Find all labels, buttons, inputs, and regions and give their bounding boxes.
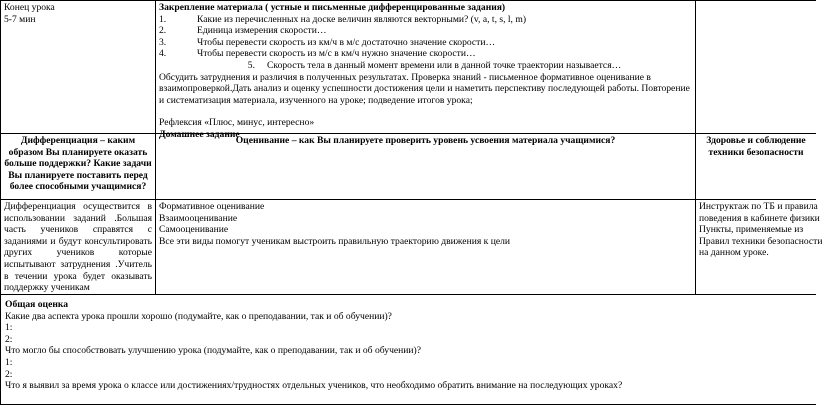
- list-item: 2. Единица измерения скорости…: [159, 25, 327, 37]
- homework-label: Домашнее задание: [159, 128, 240, 140]
- summary-answer: 1:: [5, 322, 13, 334]
- safety-line: Пункты, применяемые из: [699, 224, 804, 236]
- summary-title: Общая оценка: [5, 299, 69, 310]
- safety-line: Инструктаж по ТБ и правила: [699, 201, 818, 212]
- summary-question-2: Что могло бы способствовать улучшению урока (подумайте, как о преподавании, так и об обучении)?: [5, 345, 422, 357]
- summary-question-1: Какие два аспекта урока прошли хорошо (подумайте, как о преподавании, так и об обучении)?: [5, 310, 392, 322]
- summary-answer: 1:: [5, 356, 13, 368]
- safety-line: поведения в кабинете физики: [699, 212, 820, 224]
- consolidation-cell: [156, 1, 695, 140]
- assessment-text: [156, 200, 695, 294]
- list-item: 4. Чтобы перевести скорость из м/с в км/ч нужно значение скорости…: [159, 48, 476, 60]
- summary-answer: 2:: [5, 368, 13, 380]
- list-item: 1. Какие из перечисленных на доске величин являются векторными? (v, a, t, s, l, m): [159, 13, 527, 25]
- assessment-line: Формативное оценивание: [159, 201, 265, 212]
- safety-header: Здоровье и соблюдение техники безопасности: [706, 135, 806, 158]
- discussion-paragraph: Обсудить затруднения и различия в полученных результатах. Проверка знаний - письменное формативное оценивание в взаимопроверкой.Дать анализ и оценку успешности достижения цели и наметить перспективу последующей работы. Повторение и систематизация материала, изученного на уроке; подведение итогов урока;: [159, 71, 690, 106]
- differentiation-header: Дифференциация – каким образом Вы планируете оказать больше поддержки? Какие задачи Вы планируете поставить перед более способными учащимися?: [4, 135, 152, 193]
- consolidation-title: Закрепление материала ( устные и письменные дифференцированные задания): [159, 2, 506, 13]
- summary-cell: [1, 298, 816, 404]
- assessment-line: Самооценивание: [159, 224, 229, 236]
- lesson-end-label: Конец урока: [4, 2, 55, 13]
- list-item: 3. Чтобы перевести скорость из км/ч в м/с достаточно значение скорости…: [159, 36, 496, 48]
- lesson-end-cell: [1, 1, 155, 133]
- safety-text: [696, 200, 822, 294]
- safety-line: Правил техники безопасности: [699, 235, 822, 247]
- summary-answer: 2:: [5, 333, 13, 345]
- assessment-line: Взаимооценивание: [159, 212, 238, 224]
- lesson-end-duration: 5-7 мин: [4, 13, 36, 25]
- assessment-line: Все эти виды помогут ученикам выстроить правильную траекторию движения к цели: [159, 235, 511, 247]
- empty-right-cell: [696, 1, 816, 133]
- list-item: 5. Скорость тела в данный момент времени или в данной точке траектории называется…: [247, 59, 622, 71]
- differentiation-text: Дифференциация осуществится в использовании заданий .Большая часть учеников справятся с заданиями и будут консультировать других учеников которые испытывают затруднения .Учитель в течении урока будет оказывать поддержку ученикам: [4, 201, 152, 294]
- safety-line: на данном уроке.: [699, 247, 769, 259]
- reflection-text: Рефлексия «Плюс, минус, интересно»: [159, 117, 315, 129]
- assessment-header: Оценивание – как Вы планируете проверить уровень усвоения материала учащимися?: [235, 135, 616, 146]
- table-border-bottom: [0, 404, 816, 405]
- summary-question-3: Что я выявил за время урока о классе или достижениях/трудностях отдельных учеников, что необходимо обратить внимание на последующих уроках?: [5, 380, 623, 392]
- row-divider-3: [0, 294, 816, 295]
